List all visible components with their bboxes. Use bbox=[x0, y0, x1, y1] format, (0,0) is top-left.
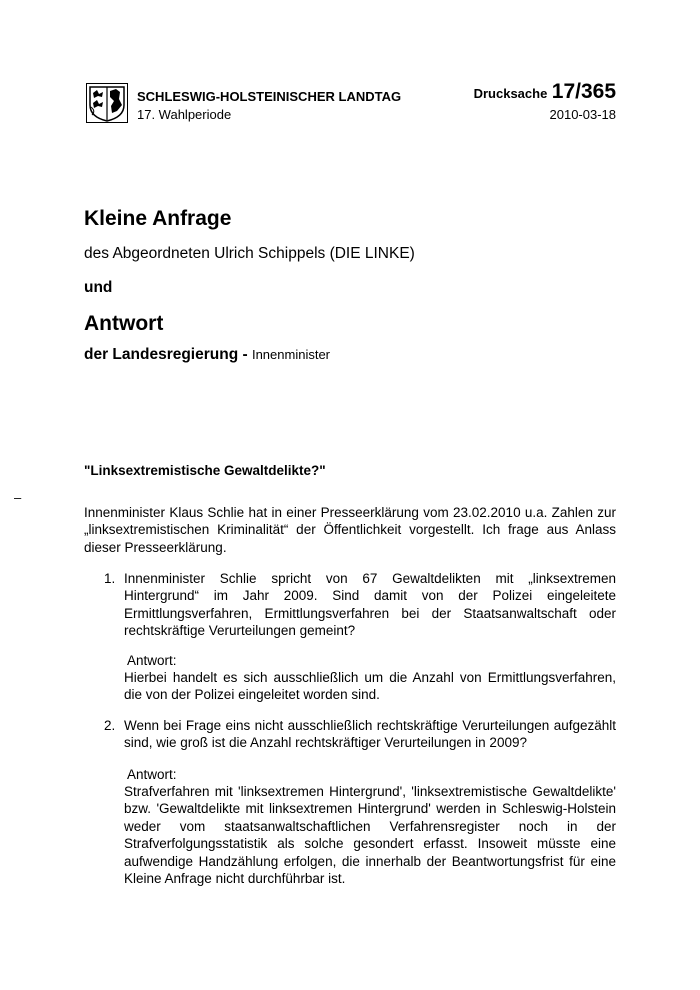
parliament-name: SCHLESWIG-HOLSTEINISCHER LANDTAG bbox=[137, 89, 402, 104]
conjunction-und: und bbox=[84, 279, 113, 296]
drucksache-label: Drucksache bbox=[473, 86, 548, 101]
drucksache bbox=[474, 80, 616, 104]
government-line bbox=[84, 346, 330, 364]
government-label: der Landesregierung - bbox=[84, 346, 248, 363]
margin-mark: – bbox=[14, 490, 22, 505]
question-number: 2. bbox=[104, 718, 116, 733]
member-of-parliament: des Abgeordneten Ulrich Schippels (DIE LINKE) bbox=[84, 245, 415, 262]
document-type-title: Kleine Anfrage bbox=[84, 207, 232, 230]
question-text: Innenminister Schlie spricht von 67 Gewaltdelikten mit „linksextremen Hintergrund“ im Jahr 2009. Sind damit von der Polizei eingeleitete Ermittlungsverfahren, Ermittlungsverfahren bei der Staatsanwaltschaft oder rechtskräftige Verurteilungen gemeint? bbox=[124, 571, 616, 639]
intro-paragraph: Innenminister Klaus Schlie hat in einer Presseerklärung vom 23.02.2010 u.a. Zahlen zur „linksextremistischen Kriminalität“ der Öffentlichkeit vorgestellt. Ich frage aus Anlass dieser Presseerklärung. bbox=[84, 505, 616, 555]
electoral-period: 17. Wahlperiode bbox=[137, 107, 232, 122]
ministry-name: Innenminister bbox=[251, 347, 331, 362]
answer-text: Hierbei handelt es sich ausschließlich um die Anzahl von Ermittlungsverfahren, die von der Polizei eingeleitet worden sind. bbox=[124, 670, 616, 703]
document-date: 2010-03-18 bbox=[549, 107, 616, 122]
answer-label: Antwort: bbox=[127, 653, 177, 668]
answer-text: Strafverfahren mit 'linksextremen Hintergrund', 'linksextremistische Gewaltdelikte' bzw. 'Gewaltdelikte mit linksextremen Hintergrund' werden in Schleswig-Holstein weder vom staatsanwaltschaftlichen Verfahrensregister noch in der Strafverfolgungsstatistik als solche gesondert erfasst. Insoweit müsste eine aufwendige Handzählung erfolgen, die innerhalb der Beantwortungsfrist für eine Kleine Anfrage nicht durchführbar ist. bbox=[124, 784, 616, 887]
answer-title: Antwort bbox=[84, 312, 164, 335]
question-text: Wenn bei Frage eins nicht ausschließlich rechtskräftige Verurteilungen aufgezählt sind, wie groß ist die Anzahl rechtskräftiger Verurteilungen in 2009? bbox=[124, 718, 616, 751]
subject-heading: "Linksextremistische Gewaltdelikte?" bbox=[84, 463, 326, 478]
drucksache-number: 17/365 bbox=[551, 80, 616, 103]
coat-of-arms-icon bbox=[86, 83, 128, 123]
question-number: 1. bbox=[104, 571, 116, 586]
answer-label: Antwort: bbox=[127, 767, 177, 782]
